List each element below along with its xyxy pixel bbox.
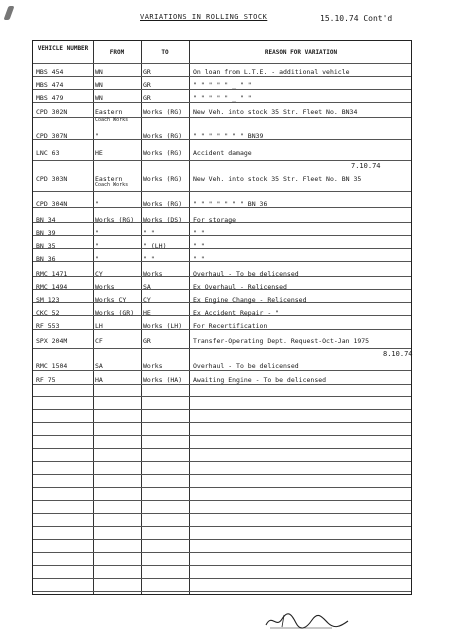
- row-divider: [33, 461, 411, 462]
- cell-reason: Accident damage: [193, 149, 252, 157]
- header-vehicle-number: VEHICLE NUMBER: [37, 45, 89, 52]
- cell-reason: For storage: [193, 216, 237, 224]
- cell-reason: " ": [193, 242, 205, 250]
- cell-reason: " " " " " _ " ": [193, 94, 252, 102]
- row-divider: [33, 409, 411, 410]
- cell-vehicle: BN 36: [36, 255, 56, 263]
- cell-vehicle: RF 75: [36, 376, 56, 384]
- cell-reason: Transfer-Operating Dept. Request-Oct-Jan 1975: [193, 337, 370, 345]
- row-divider: [33, 474, 411, 475]
- col-divider: [93, 41, 94, 594]
- cell-reason: On loan from L.T.E. - additional vehicle: [193, 68, 350, 76]
- signature: [262, 611, 352, 633]
- cell-vehicle: CPD 302N: [36, 108, 68, 116]
- cell-vehicle: CPD 307N: [36, 132, 68, 140]
- variations-table: [32, 40, 412, 595]
- cell-reason: Ex Overhaul - Relicensed: [193, 283, 287, 291]
- cell-from: ": [95, 200, 99, 208]
- cell-to: SA: [143, 283, 151, 291]
- cell-vehicle: SM 123: [36, 296, 60, 304]
- row-divider: [33, 539, 411, 540]
- cell-vehicle: SPX 204M: [36, 337, 68, 345]
- row-divider: [33, 552, 411, 553]
- cell-vehicle: MBS 479: [36, 94, 64, 102]
- cell-to: " ": [143, 255, 155, 263]
- cell-vehicle: MBS 474: [36, 81, 64, 89]
- cell-to: GR: [143, 68, 151, 76]
- row-divider: [33, 435, 411, 436]
- cell-from: WN: [95, 81, 103, 89]
- cell-vehicle: BN 35: [36, 242, 56, 250]
- header-reason: REASON FOR VARIATION: [264, 49, 338, 56]
- row-divider: [33, 191, 411, 192]
- cell-reason: " " " " " " " BN 36: [193, 200, 268, 208]
- cell-to: GR: [143, 337, 151, 345]
- cell-to: " (LH): [143, 242, 167, 250]
- cell-to: GR: [143, 81, 151, 89]
- cell-reason: Overhaul - To be delicensed: [193, 362, 299, 370]
- cell-from: WN: [95, 68, 103, 76]
- cell-to: Works (RG): [143, 108, 183, 116]
- cell-to: HE: [143, 309, 151, 317]
- row-divider: [33, 500, 411, 501]
- cell-from: HA: [95, 376, 103, 384]
- cell-from: ": [95, 242, 99, 250]
- cell-from: Works (GR): [95, 309, 135, 317]
- cell-vehicle: RMC 1494: [36, 283, 68, 291]
- cell-vehicle: BN 39: [36, 229, 56, 237]
- cell-to: CY: [143, 296, 151, 304]
- page-title: VARIATIONS IN ROLLING STOCK: [140, 13, 268, 21]
- cell-to: Works (LH): [143, 322, 183, 330]
- row-divider: [33, 348, 411, 349]
- header-from: FROM: [109, 49, 125, 56]
- cell-to: Works (RG): [143, 200, 183, 208]
- cell-from: ": [95, 229, 99, 237]
- cell-to: Works (RG): [143, 149, 183, 157]
- section-date: 7.10.74: [351, 162, 381, 170]
- cell-from: HE: [95, 149, 103, 157]
- pen-mark: [3, 6, 14, 20]
- col-divider: [141, 41, 142, 594]
- cell-reason: " ": [193, 229, 205, 237]
- coach-works-label: Coach Works: [95, 117, 129, 123]
- cell-vehicle: BN 34: [36, 216, 56, 224]
- cell-from: Eastern: [95, 175, 123, 183]
- row-divider: [33, 513, 411, 514]
- row-divider: [33, 448, 411, 449]
- coach-works-label: Coach Works: [95, 182, 129, 188]
- cell-to: " ": [143, 229, 155, 237]
- cell-reason: Ex Engine Change - Relicensed: [193, 296, 307, 304]
- col-divider: [189, 41, 190, 594]
- cell-from: LH: [95, 322, 103, 330]
- cell-vehicle: LNC 63: [36, 149, 60, 157]
- cell-to: Works: [143, 270, 163, 278]
- cell-from: WN: [95, 94, 103, 102]
- cell-to: GR: [143, 94, 151, 102]
- cell-reason: Awaiting Engine - To be delicensed: [193, 376, 327, 384]
- cell-reason: New Veh. into stock 35 Str. Fleet No. BN34: [193, 108, 358, 116]
- cell-vehicle: MBS 454: [36, 68, 64, 76]
- row-divider: [33, 422, 411, 423]
- cell-vehicle: RF 553: [36, 322, 60, 330]
- page-date: 15.10.74 Cont'd: [320, 14, 393, 23]
- cell-to: Works (DS): [143, 216, 183, 224]
- row-divider: [33, 578, 411, 579]
- header-to: TO: [161, 49, 169, 56]
- cell-from: ": [95, 132, 99, 140]
- cell-from: Works: [95, 283, 115, 291]
- cell-from: Works CY: [95, 296, 127, 304]
- cell-to: Works: [143, 362, 163, 370]
- row-divider: [33, 591, 411, 592]
- cell-from: ": [95, 255, 99, 263]
- row-divider: [33, 117, 411, 118]
- row-divider: [33, 487, 411, 488]
- cell-from: CY: [95, 270, 103, 278]
- cell-vehicle: RMC 1504: [36, 362, 68, 370]
- cell-reason: " " " " " _ " ": [193, 81, 252, 89]
- row-divider: [33, 160, 411, 161]
- cell-to: Works (RG): [143, 175, 183, 183]
- cell-from: Works (RG): [95, 216, 135, 224]
- section-date: 8.10.74: [383, 350, 413, 358]
- cell-to: Works (HA): [143, 376, 183, 384]
- cell-reason: Ex Accident Repair - ": [193, 309, 280, 317]
- cell-reason: For Recertification: [193, 322, 268, 330]
- cell-reason: " ": [193, 255, 205, 263]
- cell-vehicle: CPD 303N: [36, 175, 68, 183]
- cell-vehicle: CPD 304N: [36, 200, 68, 208]
- cell-vehicle: CKC 52: [36, 309, 60, 317]
- cell-from: Eastern: [95, 108, 123, 116]
- cell-reason: New Veh. into stock 35 Str. Fleet No. BN 35: [193, 175, 362, 183]
- row-divider: [33, 526, 411, 527]
- row-divider: [33, 396, 411, 397]
- row-divider: [33, 63, 411, 64]
- cell-from: CF: [95, 337, 103, 345]
- cell-reason: " " " " " " " BN39: [193, 132, 264, 140]
- cell-vehicle: RMC 1471: [36, 270, 68, 278]
- cell-from: SA: [95, 362, 103, 370]
- cell-reason: Overhaul - To be delicensed: [193, 270, 299, 278]
- row-divider: [33, 565, 411, 566]
- cell-to: Works (RG): [143, 132, 183, 140]
